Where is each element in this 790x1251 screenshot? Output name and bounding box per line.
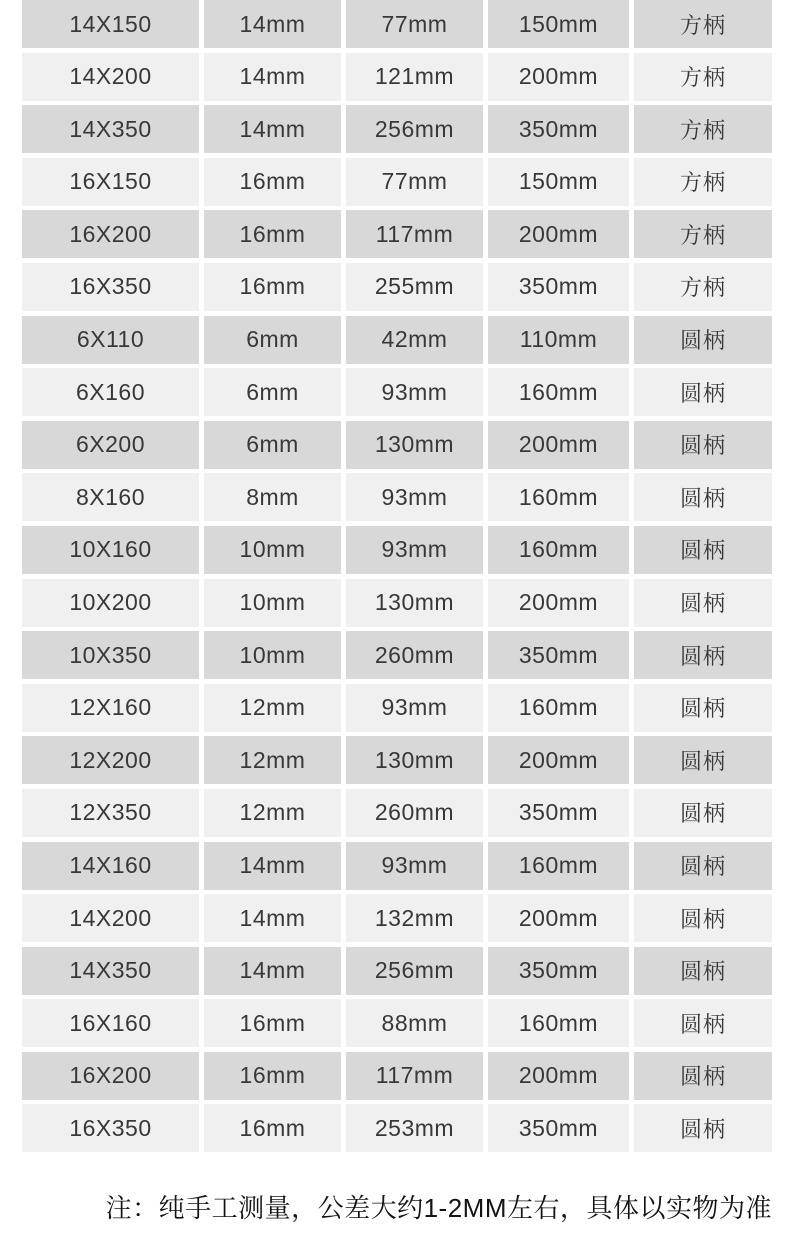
cell-flute-length: 130mm [346,579,483,627]
cell-diameter: 10mm [204,631,341,679]
cell-flute-length: 256mm [346,105,483,153]
cell-model: 10X200 [22,579,199,627]
cell-flute-length: 256mm [346,947,483,995]
cell-total-length: 200mm [488,579,629,627]
cell-shank-type: 圆柄 [634,1052,772,1100]
cell-diameter: 6mm [204,421,341,469]
cell-diameter: 12mm [204,789,341,837]
cell-model: 14X150 [22,0,199,48]
cell-flute-length: 93mm [346,526,483,574]
cell-diameter: 14mm [204,842,341,890]
cell-model: 14X160 [22,842,199,890]
cell-shank-type: 圆柄 [634,999,772,1047]
cell-flute-length: 93mm [346,684,483,732]
cell-shank-type: 圆柄 [634,947,772,995]
cell-total-length: 350mm [488,947,629,995]
cell-diameter: 6mm [204,316,341,364]
cell-model: 14X350 [22,947,199,995]
cell-shank-type: 圆柄 [634,1104,772,1152]
cell-flute-length: 132mm [346,894,483,942]
cell-diameter: 16mm [204,1052,341,1100]
cell-flute-length: 77mm [346,158,483,206]
cell-shank-type: 圆柄 [634,631,772,679]
cell-model: 12X200 [22,736,199,784]
cell-total-length: 160mm [488,684,629,732]
cell-flute-length: 130mm [346,421,483,469]
cell-model: 14X200 [22,894,199,942]
cell-total-length: 160mm [488,842,629,890]
cell-total-length: 350mm [488,263,629,311]
cell-shank-type: 圆柄 [634,473,772,521]
cell-total-length: 350mm [488,631,629,679]
cell-diameter: 6mm [204,368,341,416]
cell-flute-length: 88mm [346,999,483,1047]
cell-diameter: 12mm [204,736,341,784]
cell-flute-length: 93mm [346,473,483,521]
cell-diameter: 14mm [204,0,341,48]
cell-shank-type: 圆柄 [634,684,772,732]
cell-model: 6X160 [22,368,199,416]
cell-diameter: 16mm [204,210,341,258]
cell-diameter: 8mm [204,473,341,521]
cell-model: 14X200 [22,53,199,101]
cell-shank-type: 圆柄 [634,368,772,416]
cell-shank-type: 圆柄 [634,526,772,574]
cell-diameter: 14mm [204,105,341,153]
cell-shank-type: 圆柄 [634,789,772,837]
cell-total-length: 160mm [488,368,629,416]
cell-diameter: 16mm [204,158,341,206]
cell-flute-length: 130mm [346,736,483,784]
cell-shank-type: 圆柄 [634,736,772,784]
cell-shank-type: 方柄 [634,105,772,153]
cell-model: 12X350 [22,789,199,837]
cell-flute-length: 260mm [346,631,483,679]
cell-diameter: 10mm [204,579,341,627]
cell-diameter: 14mm [204,947,341,995]
cell-flute-length: 117mm [346,210,483,258]
cell-model: 16X200 [22,1052,199,1100]
cell-model: 8X160 [22,473,199,521]
cell-flute-length: 260mm [346,789,483,837]
cell-flute-length: 93mm [346,842,483,890]
cell-flute-length: 255mm [346,263,483,311]
cell-total-length: 350mm [488,1104,629,1152]
cell-model: 16X350 [22,1104,199,1152]
cell-flute-length: 77mm [346,0,483,48]
cell-flute-length: 117mm [346,1052,483,1100]
cell-model: 16X150 [22,158,199,206]
cell-total-length: 160mm [488,526,629,574]
cell-model: 16X160 [22,999,199,1047]
cell-shank-type: 方柄 [634,158,772,206]
cell-diameter: 14mm [204,894,341,942]
cell-total-length: 160mm [488,473,629,521]
cell-model: 10X350 [22,631,199,679]
cell-total-length: 350mm [488,105,629,153]
cell-total-length: 200mm [488,894,629,942]
cell-model: 12X160 [22,684,199,732]
cell-shank-type: 圆柄 [634,316,772,364]
cell-diameter: 16mm [204,263,341,311]
cell-shank-type: 圆柄 [634,579,772,627]
cell-total-length: 200mm [488,736,629,784]
cell-diameter: 12mm [204,684,341,732]
cell-total-length: 200mm [488,210,629,258]
cell-diameter: 16mm [204,1104,341,1152]
cell-model: 6X110 [22,316,199,364]
cell-total-length: 200mm [488,421,629,469]
cell-flute-length: 253mm [346,1104,483,1152]
cell-flute-length: 93mm [346,368,483,416]
cell-model: 14X350 [22,105,199,153]
cell-total-length: 150mm [488,158,629,206]
cell-total-length: 150mm [488,0,629,48]
cell-diameter: 14mm [204,53,341,101]
cell-total-length: 200mm [488,1052,629,1100]
cell-model: 10X160 [22,526,199,574]
cell-shank-type: 方柄 [634,263,772,311]
cell-total-length: 350mm [488,789,629,837]
cell-shank-type: 圆柄 [634,421,772,469]
measurement-note: 注：纯手工测量，公差大约1-2MM左右，具体以实物为准 [105,1193,772,1224]
cell-shank-type: 方柄 [634,0,772,48]
cell-model: 16X350 [22,263,199,311]
cell-total-length: 110mm [488,316,629,364]
cell-shank-type: 圆柄 [634,842,772,890]
cell-total-length: 160mm [488,999,629,1047]
cell-model: 6X200 [22,421,199,469]
cell-model: 16X200 [22,210,199,258]
cell-shank-type: 圆柄 [634,894,772,942]
cell-total-length: 200mm [488,53,629,101]
cell-shank-type: 方柄 [634,210,772,258]
cell-diameter: 16mm [204,999,341,1047]
cell-flute-length: 42mm [346,316,483,364]
cell-diameter: 10mm [204,526,341,574]
cell-shank-type: 方柄 [634,53,772,101]
cell-flute-length: 121mm [346,53,483,101]
